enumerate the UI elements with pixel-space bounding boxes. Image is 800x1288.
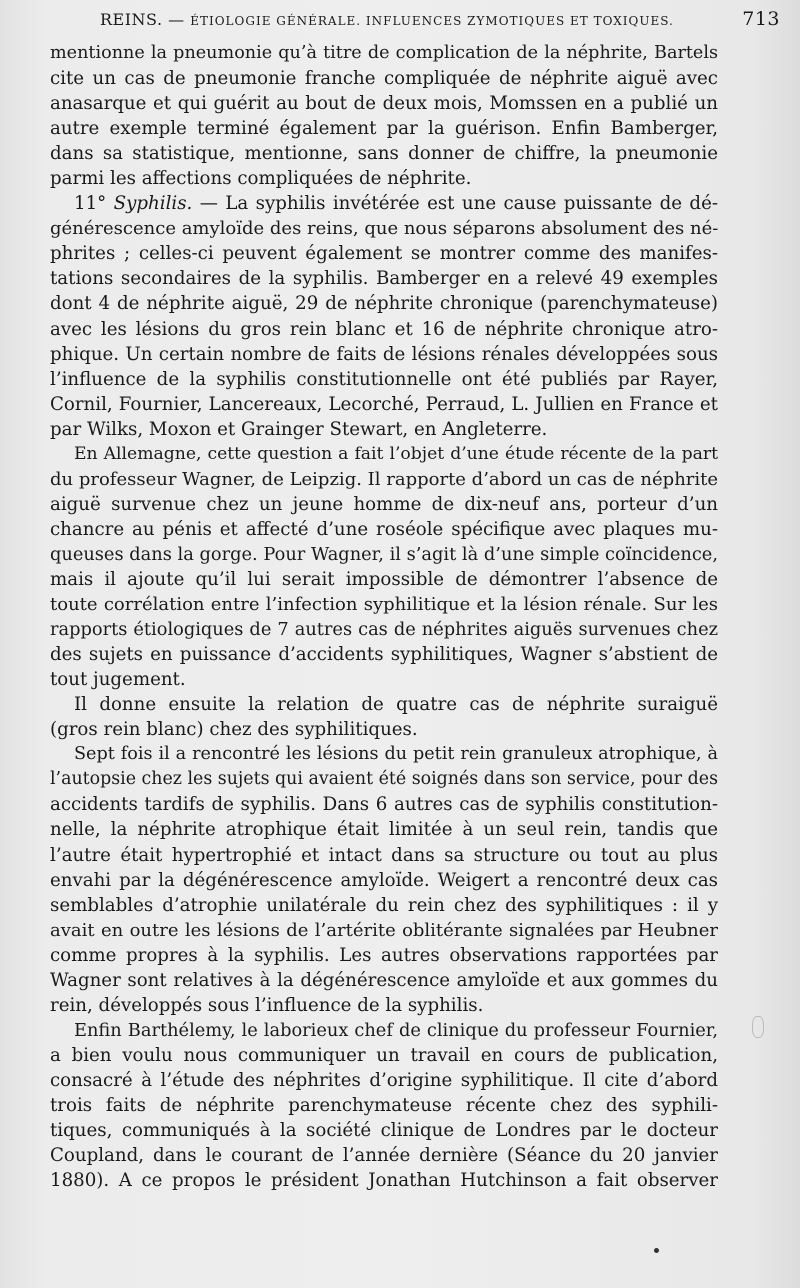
text-line: — La syphilis invétérée est une cause puissante de dé- — [192, 193, 718, 215]
text-line: En Allemagne, cette question a fait l’objet d’une étude récente de la part — [74, 443, 718, 464]
text-line: trois faits de néphrite parenchymateuse récente chez des syphili- — [50, 1094, 718, 1116]
text-line: l’influence de la syphilis constitutionnelle ont été publiés par Rayer, — [50, 368, 718, 390]
paragraph-1 — [50, 41, 718, 191]
text-line: consacré à l’étude des néphrites d’origine syphilitique. Il cite d’abord — [50, 1069, 718, 1091]
text-line: Wagner sont relatives à la dégénérescence amyloïde et aux gommes du — [50, 969, 718, 991]
text-line: l’autre était hypertrophié et intact dans sa structure ou tout au plus — [50, 844, 718, 866]
text-line: tiques, communiqués à la société clinique de Londres par le docteur — [50, 1120, 718, 1142]
text-line: des sujets en puissance d’accidents syphilitiques, Wagner s’abstient de — [50, 644, 718, 666]
text-line: chancre au pénis et affecté d’une roséole spécifique avec plaques mu- — [50, 518, 718, 540]
text-line: avait en outre les lésions de l’artérite oblitérante signalées par Heubner — [50, 919, 718, 941]
text-line: du professeur Wagner, de Leipzig. Il rapporte d’abord un cas de néphrite — [50, 468, 719, 490]
ink-speck — [654, 1248, 659, 1253]
text-line: toute corrélation entre l’infection syphilitique et la lésion rénale. Sur les — [50, 594, 718, 616]
text-line: envahi par la dégénérescence amyloïde. Weigert a rencontré deux cas — [50, 869, 718, 891]
running-head — [100, 10, 742, 29]
text-line: phique. Un certain nombre de faits de lésions rénales développées sous — [50, 343, 718, 365]
paragraph-syphilis — [50, 191, 718, 441]
running-head-dash: — — [168, 10, 185, 29]
text-line: Il donne ensuite la relation de quatre cas de néphrite suraiguë — [74, 694, 718, 716]
running-header — [100, 8, 780, 38]
text-line: Coupland, dans le courant de l’année dernière (Séance du 20 janvier — [50, 1145, 718, 1167]
section-number: 11° — [74, 193, 107, 215]
running-head-section: REINS. — [100, 10, 163, 29]
text-line: cite un cas de pneumonie franche compliquée de néphrite aiguë avec — [50, 68, 718, 90]
paragraph-allemagne — [50, 442, 718, 692]
text-line: nelle, la néphrite atrophique était limitée à un seul rein, tandis que — [50, 819, 718, 841]
margin-stain — [752, 1016, 764, 1038]
text-line: rein, développés sous l’influence de la syphilis. — [50, 994, 484, 1016]
paragraph-sept-fois — [50, 742, 718, 1018]
text-line: phrites ; celles-ci peuvent également se montrer comme des manifes- — [50, 243, 718, 265]
paragraph-relation — [50, 692, 718, 742]
text-line: tations secondaires de la syphilis. Bamberger en a relevé 49 exemples — [50, 268, 718, 290]
paragraph-barthelemy — [50, 1018, 718, 1193]
text-line: l’autopsie chez les sujets qui avaient été soignés dans son service, pour des — [50, 769, 718, 790]
text-line: par Wilks, Moxon et Grainger Stewart, en Angleterre. — [50, 418, 548, 440]
text-line: accidents tardifs de syphilis. Dans 6 autres cas de syphilis constitution- — [50, 794, 718, 816]
text-line: Enfin Barthélemy, le laborieux chef de clinique du professeur Fournier, — [74, 1019, 718, 1041]
section-title: Syphilis. — [113, 193, 193, 215]
text-line: a bien voulu nous communiquer un travail en cours de publication, — [50, 1044, 718, 1066]
text-line: parmi les affections compliquées de néphrite. — [50, 168, 472, 190]
text-line: aiguë survenue chez un jeune homme de dix-neuf ans, porteur d’un — [50, 493, 718, 515]
text-line: dans sa statistique, mentionne, sans donner de chiffre, la pneumonie — [50, 143, 718, 165]
text-line: dont 4 de néphrite aiguë, 29 de néphrite chronique (parenchymateuse) — [50, 293, 718, 315]
text-line: autre exemple terminé également par la guérison. Enfin Bamberger, — [50, 118, 718, 140]
text-line: générescence amyloïde des reins, que nous séparons absolument des né- — [50, 218, 719, 240]
text-line: anasarque et qui guérit au bout de deux mois, Momssen en a publié un — [50, 93, 718, 115]
text-line: rapports étiologiques de 7 autres cas de néphrites aiguës survenues chez — [50, 619, 718, 641]
page-number: 713 — [742, 8, 780, 30]
text-line: 1880). A ce propos le président Jonathan Hutchinson a fait observer — [50, 1170, 718, 1192]
text-line: Sept fois il a rencontré les lésions du petit rein granuleux atrophique, à — [74, 744, 718, 765]
text-line-with-heading — [50, 191, 718, 216]
body-text — [50, 41, 718, 1193]
text-line: mais il ajoute qu’il lui serait impossible de démontrer l’absence de — [50, 568, 718, 590]
text-line: (gros rein blanc) chez des syphilitiques. — [50, 719, 418, 741]
text-line: mentionne la pneumonie qu’à titre de complication de la néphrite, Bartels — [50, 43, 718, 63]
text-line: avec les lésions du gros rein blanc et 16 de néphrite chronique atro- — [50, 318, 718, 340]
text-line: semblables d’atrophie unilatérale du rein chez des syphilitiques : il y — [50, 894, 718, 916]
text-line: tout jugement. — [50, 669, 186, 691]
text-line: queuses dans la gorge. Pour Wagner, il s’agit là d’une simple coïncidence, — [50, 543, 718, 565]
running-head-subject: ÉTIOLOGIE GÉNÉRALE. INFLUENCES ZYMOTIQUES ET TOXIQUES. — [190, 14, 674, 28]
text-line: Cornil, Fournier, Lancereaux, Lecorché, Perraud, L. Jullien en France et — [50, 393, 718, 415]
text-line: comme propres à la syphilis. Les autres observations rapportées par — [50, 944, 718, 966]
